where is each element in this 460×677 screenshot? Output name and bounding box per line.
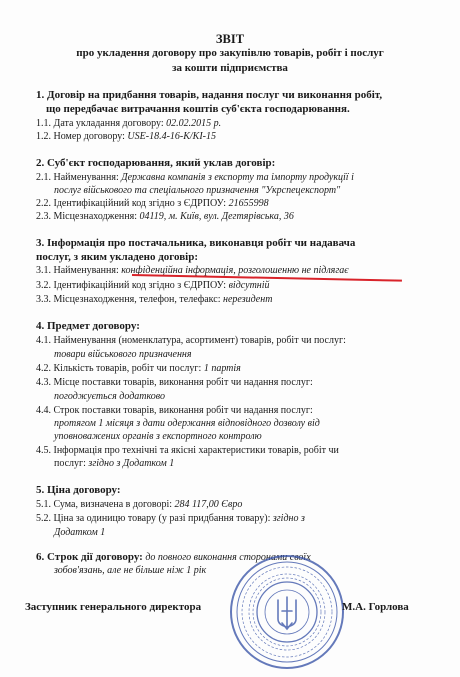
field-4-5-label-cont: послуг: (54, 458, 86, 469)
field-3-3 (36, 294, 272, 305)
field-4-5 (54, 458, 174, 469)
field-1-1-label: 1.1. Дата укладання договору: (36, 118, 164, 129)
field-6-value: до повного виконання сторонами своїх (145, 552, 311, 563)
field-5-2-value-cont: Додатком 1 (54, 527, 106, 538)
field-4-2-value: 1 партія (203, 363, 241, 374)
field-6-value-cont: зобов'язань, але не більше ніж 1 рік (54, 565, 207, 576)
field-4-4-label: 4.4. Строк поставки товарів, виконання робіт чи надання послуг: (36, 405, 313, 416)
field-4-2 (36, 363, 241, 374)
field-3-1-label: 3.1. Найменування: (36, 265, 119, 276)
signatory-name: М.А. Горлова (342, 601, 409, 613)
field-2-1-value: Державна компанія з експорту та імпорту продукції і (121, 172, 354, 183)
field-4-4-value-cont: уповноважених органів з експортного контролю (54, 431, 262, 442)
field-2-2-label: 2.2. Ідентифікаційний код згідно з ЄДРПОУ: (36, 198, 227, 209)
field-4-1-label: 4.1. Найменування (номенклатура, асортимент) товарів, робіт чи послуг: (36, 335, 346, 346)
field-4-3-value: погоджується додатково (54, 391, 166, 402)
field-5-1-value: 284 117,00 Євро (174, 499, 243, 510)
field-4-4-value: протягом 1 місяця з дати одержання відповідного дозволу від (54, 418, 320, 429)
field-5-1-label: 5.1. Сума, визначена в договорі: (36, 499, 173, 510)
field-5-1 (36, 499, 242, 510)
section-5-heading: 5. Ціна договору: (36, 484, 121, 496)
field-2-3-label: 2.3. Місцезнаходження: (36, 211, 137, 222)
field-3-1-value: конфіденційна інформація, розголошенню не підлягає (121, 265, 349, 276)
field-1-1 (36, 118, 221, 129)
field-2-2-value: 21655998 (228, 198, 269, 209)
field-1-2 (36, 131, 216, 142)
field-4-1-value: товари військового призначення (54, 349, 192, 360)
field-4-2-label: 4.2. Кількість товарів, робіт чи послуг: (36, 363, 202, 374)
field-4-5-label: 4.5. Інформація про технічні та якісні характеристики товарів, робіт чи (36, 445, 339, 456)
section-6-heading: 6. Строк дії договору: (36, 551, 143, 563)
section-1-heading-cont: що передбачає витрачання коштів суб'єкта господарювання. (46, 103, 350, 115)
section-4-heading: 4. Предмет договору: (36, 320, 140, 332)
field-1-2-value: USE-18.4-16-K/KI-15 (127, 131, 217, 142)
section-1-heading: 1. Договір на придбання товарів, надання послуг чи виконання робіт, (36, 89, 383, 101)
field-2-1 (36, 172, 354, 183)
round-seal-icon (228, 553, 346, 671)
field-3-3-label: 3.3. Місцезнаходження, телефон, телефакс: (36, 294, 221, 305)
field-2-3 (36, 211, 294, 222)
field-3-2 (36, 280, 270, 291)
report-title: ЗВІТ (215, 32, 245, 46)
field-2-3-value: 04119, м. Київ, вул. Дегтярівська, 36 (139, 211, 294, 222)
report-subtitle-line-2: за кошти підприємства (172, 62, 288, 74)
field-2-1-value-cont: послуг військового та спеціального призначення "Укрспецекспорт" (54, 185, 341, 196)
field-1-2-label: 1.2. Номер договору: (36, 131, 125, 142)
signatory-position: Заступник генерального директора (25, 601, 202, 613)
field-4-5-value: згідно з Додатком 1 (88, 458, 175, 469)
field-3-3-value: нерезидент (223, 294, 273, 305)
field-1-1-value: 02.02.2015 р. (166, 118, 222, 129)
section-3-heading: 3. Інформація про постачальника, виконавця робіт чи надавача (36, 237, 356, 249)
section-2-heading: 2. Суб'єкт господарювання, який уклав договір: (36, 157, 276, 169)
field-5-2-value: згідно з (272, 513, 305, 524)
field-2-2 (36, 198, 269, 209)
field-5-2 (36, 513, 305, 524)
section-3-heading-cont: послуг, з яким укладено договір: (36, 251, 199, 263)
field-5-2-label: 5.2. Ціна за одиницю товару (у разі придбання товару): (36, 513, 271, 524)
field-4-3-label: 4.3. Місце поставки товарів, виконання робіт чи надання послуг: (36, 377, 313, 388)
field-2-1-label: 2.1. Найменування: (36, 172, 119, 183)
field-3-2-label: 3.2. Ідентифікаційний код згідно з ЄДРПОУ: (36, 280, 227, 291)
report-subtitle-line-1: про укладення договору про закупівлю товарів, робіт і послуг (76, 47, 384, 59)
field-3-2-value: відсутній (228, 280, 270, 291)
